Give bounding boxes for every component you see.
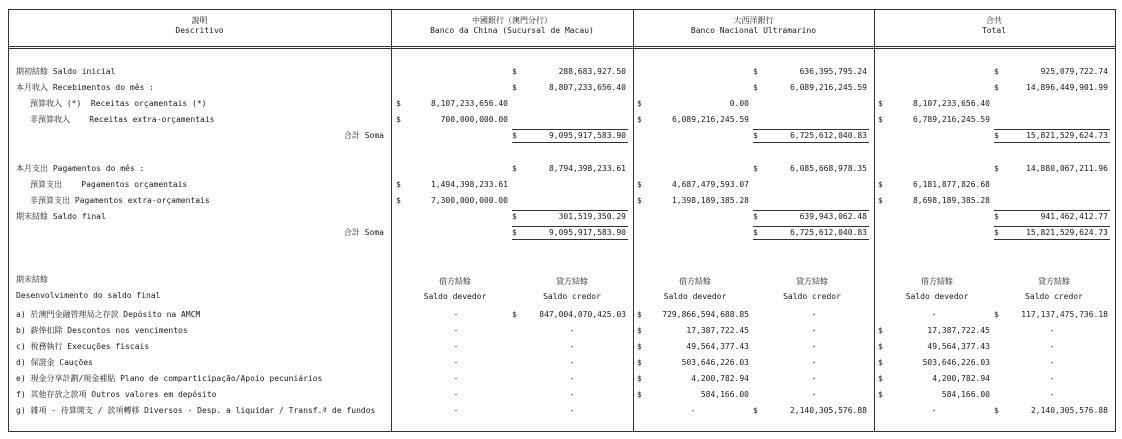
boc-debit-dash: - <box>453 310 459 319</box>
tot-currency-sign: $ <box>878 180 883 189</box>
total-credit-heading-pt: Saldo credor <box>1025 292 1083 301</box>
tot-currency-sign: $ <box>878 326 883 335</box>
tot-credit-dash: - <box>1049 342 1055 351</box>
boc-credit-dash: - <box>569 406 575 415</box>
boc-currency-sign: $ <box>396 115 401 124</box>
closing-item-label: e) 現金分享計劃/現金補貼 Plano de comparticipação/Apoio pecuniários <box>16 374 323 383</box>
tot-credit-amount: 117,137,475,736.18 <box>1021 310 1108 319</box>
bnu-amount: 6,725,612,040.83 <box>789 131 867 140</box>
boc-credit-dash: - <box>569 326 575 335</box>
bnu-currency-sign: $ <box>637 374 642 383</box>
tot-debit-amount: 503,646,226.03 <box>922 358 990 367</box>
tot-amount-sub: 8,698,189,385.28 <box>912 196 990 205</box>
boc-amount: 301,519,350.29 <box>558 212 626 221</box>
row-label-soma: 合計 Soma <box>343 228 384 237</box>
tot-credit-amount: 2,140,305,576.88 <box>1030 406 1108 415</box>
tot-amount-sub: 8,107,233,656.40 <box>912 99 990 108</box>
tot-currency-sign: $ <box>994 164 999 173</box>
row-label-saldo-inicial: 期初結餘 Saldo inicial <box>16 67 116 76</box>
bnu-credit-amount: 2,140,305,576.88 <box>789 406 867 415</box>
boc-currency-sign: $ <box>396 99 401 108</box>
boc-currency-sign: $ <box>512 131 517 140</box>
boc-amount: 8,807,233,656.40 <box>548 83 626 92</box>
closing-item-label: c) 稅務執行 Execuções fiscais <box>16 342 150 351</box>
bnu-currency-sign: $ <box>637 196 642 205</box>
bnu-currency-sign: $ <box>753 83 758 92</box>
boc-currency-sign: $ <box>396 180 401 189</box>
header-descritivo-zh: 說明 <box>191 16 208 25</box>
tot-debit-amount: 17,387,722.45 <box>927 326 990 335</box>
closing-item-label: d) 保證金 Cauções <box>16 358 93 367</box>
boc-amount-sub: 8,107,233,656.40 <box>430 99 508 108</box>
boc-credit-dash: - <box>569 358 575 367</box>
row-label-pagamentos: 本月支出 Pagamentos do mês : <box>16 164 145 173</box>
boc-credit-heading-pt: Saldo credor <box>543 292 601 301</box>
boc-debit-dash: - <box>453 358 459 367</box>
bnu-currency-sign: $ <box>637 342 642 351</box>
bnu-credit-dash: - <box>811 374 817 383</box>
column-divider <box>391 9 392 432</box>
bnu-credit-heading-zh: 貸方結餘 <box>796 277 828 286</box>
bnu-sum-rule-double <box>753 239 869 240</box>
boc-amount: 9,095,917,583.90 <box>548 228 626 237</box>
bnu-currency-sign: $ <box>637 180 642 189</box>
closing-item-label: f) 其他存放之款項 Outros valores em depósito <box>16 390 217 399</box>
tot-balance-rule <box>994 210 1110 211</box>
bnu-currency-sign: $ <box>637 310 642 319</box>
row-label-pagamentos-extra: 非預算支出 Pagamentos extra-orçamentais <box>30 196 210 205</box>
tot-currency-sign: $ <box>994 310 999 319</box>
total-debit-heading-pt: Saldo devedor <box>905 292 969 301</box>
column-divider <box>874 9 875 432</box>
tot-currency-sign: $ <box>878 342 883 351</box>
boc-debit-dash: - <box>453 342 459 351</box>
tot-credit-dash: - <box>1049 326 1055 335</box>
bnu-debit-dash: - <box>690 406 696 415</box>
header-boc-pt: Banco da China (Sucursal de Macau) <box>430 26 594 35</box>
tot-currency-sign: $ <box>878 390 883 399</box>
row-label-soma: 合計 Soma <box>343 131 384 140</box>
tot-currency-sign: $ <box>994 83 999 92</box>
boc-sum-rule-double <box>512 142 628 143</box>
tot-currency-sign: $ <box>878 374 883 383</box>
boc-currency-sign: $ <box>512 212 517 221</box>
bnu-amount-sub: 1,398,189,385.28 <box>671 196 749 205</box>
bnu-debit-amount: 729,866,594,688.85 <box>662 310 749 319</box>
tot-amount-sub: 6,181,877,826.68 <box>912 180 990 189</box>
boc-debit-dash: - <box>453 390 459 399</box>
bnu-amount: 6,725,612,040.83 <box>789 228 867 237</box>
bnu-currency-sign: $ <box>753 228 758 237</box>
boc-debit-dash: - <box>453 326 459 335</box>
bnu-amount: 639,943,062.48 <box>799 212 867 221</box>
bnu-amount: 636,395,795.24 <box>799 67 867 76</box>
boc-sum-rule-double <box>512 239 628 240</box>
tot-credit-dash: - <box>1049 374 1055 383</box>
bnu-amount-sub: 4,687,479,593.07 <box>671 180 749 189</box>
closing-title-pt: Desenvolvimento do saldo final <box>16 291 161 300</box>
bnu-credit-dash: - <box>811 358 817 367</box>
tot-debit-dash: - <box>931 310 937 319</box>
boc-sum-rule <box>512 129 628 130</box>
tot-amount: 15,821,529,624.73 <box>1026 131 1108 140</box>
boc-currency-sign: $ <box>512 228 517 237</box>
tot-currency-sign: $ <box>994 131 999 140</box>
bnu-amount: 6,089,216,245.59 <box>789 83 867 92</box>
bnu-amount: 6,085,668,978.35 <box>789 164 867 173</box>
tot-sum-rule <box>994 226 1110 227</box>
boc-sum-rule <box>512 226 628 227</box>
bnu-currency-sign: $ <box>637 326 642 335</box>
tot-debit-amount: 584,166.00 <box>941 390 990 399</box>
tot-sum-rule-double <box>994 239 1110 240</box>
tot-currency-sign: $ <box>994 406 999 415</box>
bnu-debit-amount: 503,646,226.03 <box>681 358 749 367</box>
bnu-currency-sign: $ <box>753 212 758 221</box>
boc-amount-sub: 7,300,000,000.00 <box>430 196 508 205</box>
tot-currency-sign: $ <box>994 212 999 221</box>
boc-balance-rule <box>512 210 628 211</box>
boc-credit-dash: - <box>569 390 575 399</box>
bnu-currency-sign: $ <box>637 115 642 124</box>
tot-currency-sign: $ <box>878 99 883 108</box>
tot-amount: 925,079,722.74 <box>1040 67 1108 76</box>
bnu-sum-rule <box>753 129 869 130</box>
row-label-pagamentos-orcamentais: 預算支出 Pagamentos orçamentais <box>30 180 188 189</box>
row-label-recebimentos: 本月收入 Recebimentos do mês : <box>16 83 154 92</box>
total-debit-heading-zh: 借方結餘 <box>921 277 953 286</box>
tot-debit-amount: 4,200,782.94 <box>932 374 990 383</box>
header-total-zh: 合共 <box>986 16 1002 25</box>
boc-currency-sign: $ <box>512 164 517 173</box>
boc-amount: 8,794,398,233.61 <box>548 164 626 173</box>
bnu-amount-sub: 6,089,216,245.59 <box>671 115 749 124</box>
tot-sum-rule <box>994 129 1110 130</box>
tot-amount: 15,821,529,624.73 <box>1026 228 1108 237</box>
bnu-debit-amount: 17,387,722.45 <box>686 326 749 335</box>
closing-item-label: a) 於澳門金融管理局之存款 Depósito na AMCM <box>16 310 201 319</box>
boc-credit-amount: 847,004,070,425.03 <box>539 310 626 319</box>
tot-currency-sign: $ <box>878 115 883 124</box>
bnu-credit-dash: - <box>811 310 817 319</box>
header-divider <box>8 46 1115 47</box>
closing-item-label: g) 雜項 - 待算開支 / 款項轉移 Diversos - Desp. a liquidar / Transf.ª de fundos <box>16 406 376 415</box>
bnu-credit-heading-pt: Saldo credor <box>783 292 841 301</box>
header-bnu-pt: Banco Nacional Ultramarino <box>690 26 817 35</box>
boc-amount: 288,683,927.50 <box>558 67 626 76</box>
header-total-pt: Total <box>981 26 1007 35</box>
boc-debit-heading-pt: Saldo devedor <box>423 292 487 301</box>
bnu-currency-sign: $ <box>753 67 758 76</box>
bnu-currency-sign: $ <box>637 99 642 108</box>
tot-currency-sign: $ <box>994 67 999 76</box>
bnu-debit-heading-pt: Saldo devedor <box>663 292 727 301</box>
boc-debit-dash: - <box>453 374 459 383</box>
tot-sum-rule-double <box>994 142 1110 143</box>
bnu-sum-rule <box>753 226 869 227</box>
closing-item-label: b) 薪俸扣除 Descontos nos vencimentos <box>16 326 188 335</box>
bnu-amount-sub: 0.00 <box>729 99 749 108</box>
boc-currency-sign: $ <box>512 83 517 92</box>
bnu-credit-dash: - <box>811 326 817 335</box>
tot-currency-sign: $ <box>878 196 883 205</box>
tot-debit-dash: - <box>931 406 937 415</box>
row-label-saldo-final: 期末結餘 Saldo final <box>16 212 106 221</box>
row-label-receitas-extra: 非預算收入 Receitas extra-orçamentais <box>30 115 215 124</box>
header-descritivo-pt: Descritivo <box>175 26 224 35</box>
bnu-credit-dash: - <box>811 342 817 351</box>
bnu-debit-amount: 49,564,377.43 <box>686 342 749 351</box>
bnu-currency-sign: $ <box>753 406 758 415</box>
tot-amount: 14,896,449,901.99 <box>1026 83 1108 92</box>
bnu-currency-sign: $ <box>637 358 642 367</box>
bnu-debit-heading-zh: 借方結餘 <box>679 277 711 286</box>
header-bnu-zh: 大西洋銀行 <box>733 16 774 25</box>
bnu-sum-rule-double <box>753 142 869 143</box>
tot-amount: 14,880,067,211.96 <box>1026 164 1108 173</box>
tot-currency-sign: $ <box>994 228 999 237</box>
bnu-currency-sign: $ <box>753 131 758 140</box>
boc-currency-sign: $ <box>396 196 401 205</box>
tot-amount: 941,462,412.77 <box>1040 212 1108 221</box>
boc-amount: 9,095,917,583.90 <box>548 131 626 140</box>
bnu-currency-sign: $ <box>637 390 642 399</box>
boc-amount-sub: 700,000,000.00 <box>440 115 508 124</box>
bnu-debit-amount: 584,166.00 <box>700 390 749 399</box>
bnu-debit-amount: 4,200,782.94 <box>691 374 749 383</box>
boc-currency-sign: $ <box>512 310 517 319</box>
boc-credit-dash: - <box>569 342 575 351</box>
bnu-credit-dash: - <box>811 390 817 399</box>
boc-credit-heading-zh: 貸方結餘 <box>556 277 588 286</box>
tot-currency-sign: $ <box>878 358 883 367</box>
tot-amount-sub: 6,789,216,245.59 <box>912 115 990 124</box>
boc-amount-sub: 1,494,398,233.61 <box>430 180 508 189</box>
row-label-receitas-orcamentais: 預算收入 (*) Receitas orçamentais (*) <box>30 99 207 108</box>
boc-credit-dash: - <box>569 374 575 383</box>
column-divider <box>633 9 634 432</box>
boc-debit-dash: - <box>453 406 459 415</box>
tot-credit-dash: - <box>1049 390 1055 399</box>
boc-currency-sign: $ <box>512 67 517 76</box>
bnu-balance-rule <box>753 210 869 211</box>
tot-credit-dash: - <box>1049 358 1055 367</box>
boc-debit-heading-zh: 借方結餘 <box>439 277 471 286</box>
total-credit-heading-zh: 貸方結餘 <box>1038 277 1070 286</box>
header-boc-zh: 中國銀行（澳門分行） <box>472 16 552 25</box>
tot-debit-amount: 49,564,377.43 <box>927 342 990 351</box>
closing-title-zh: 期末結餘 <box>16 275 48 284</box>
bnu-currency-sign: $ <box>753 164 758 173</box>
